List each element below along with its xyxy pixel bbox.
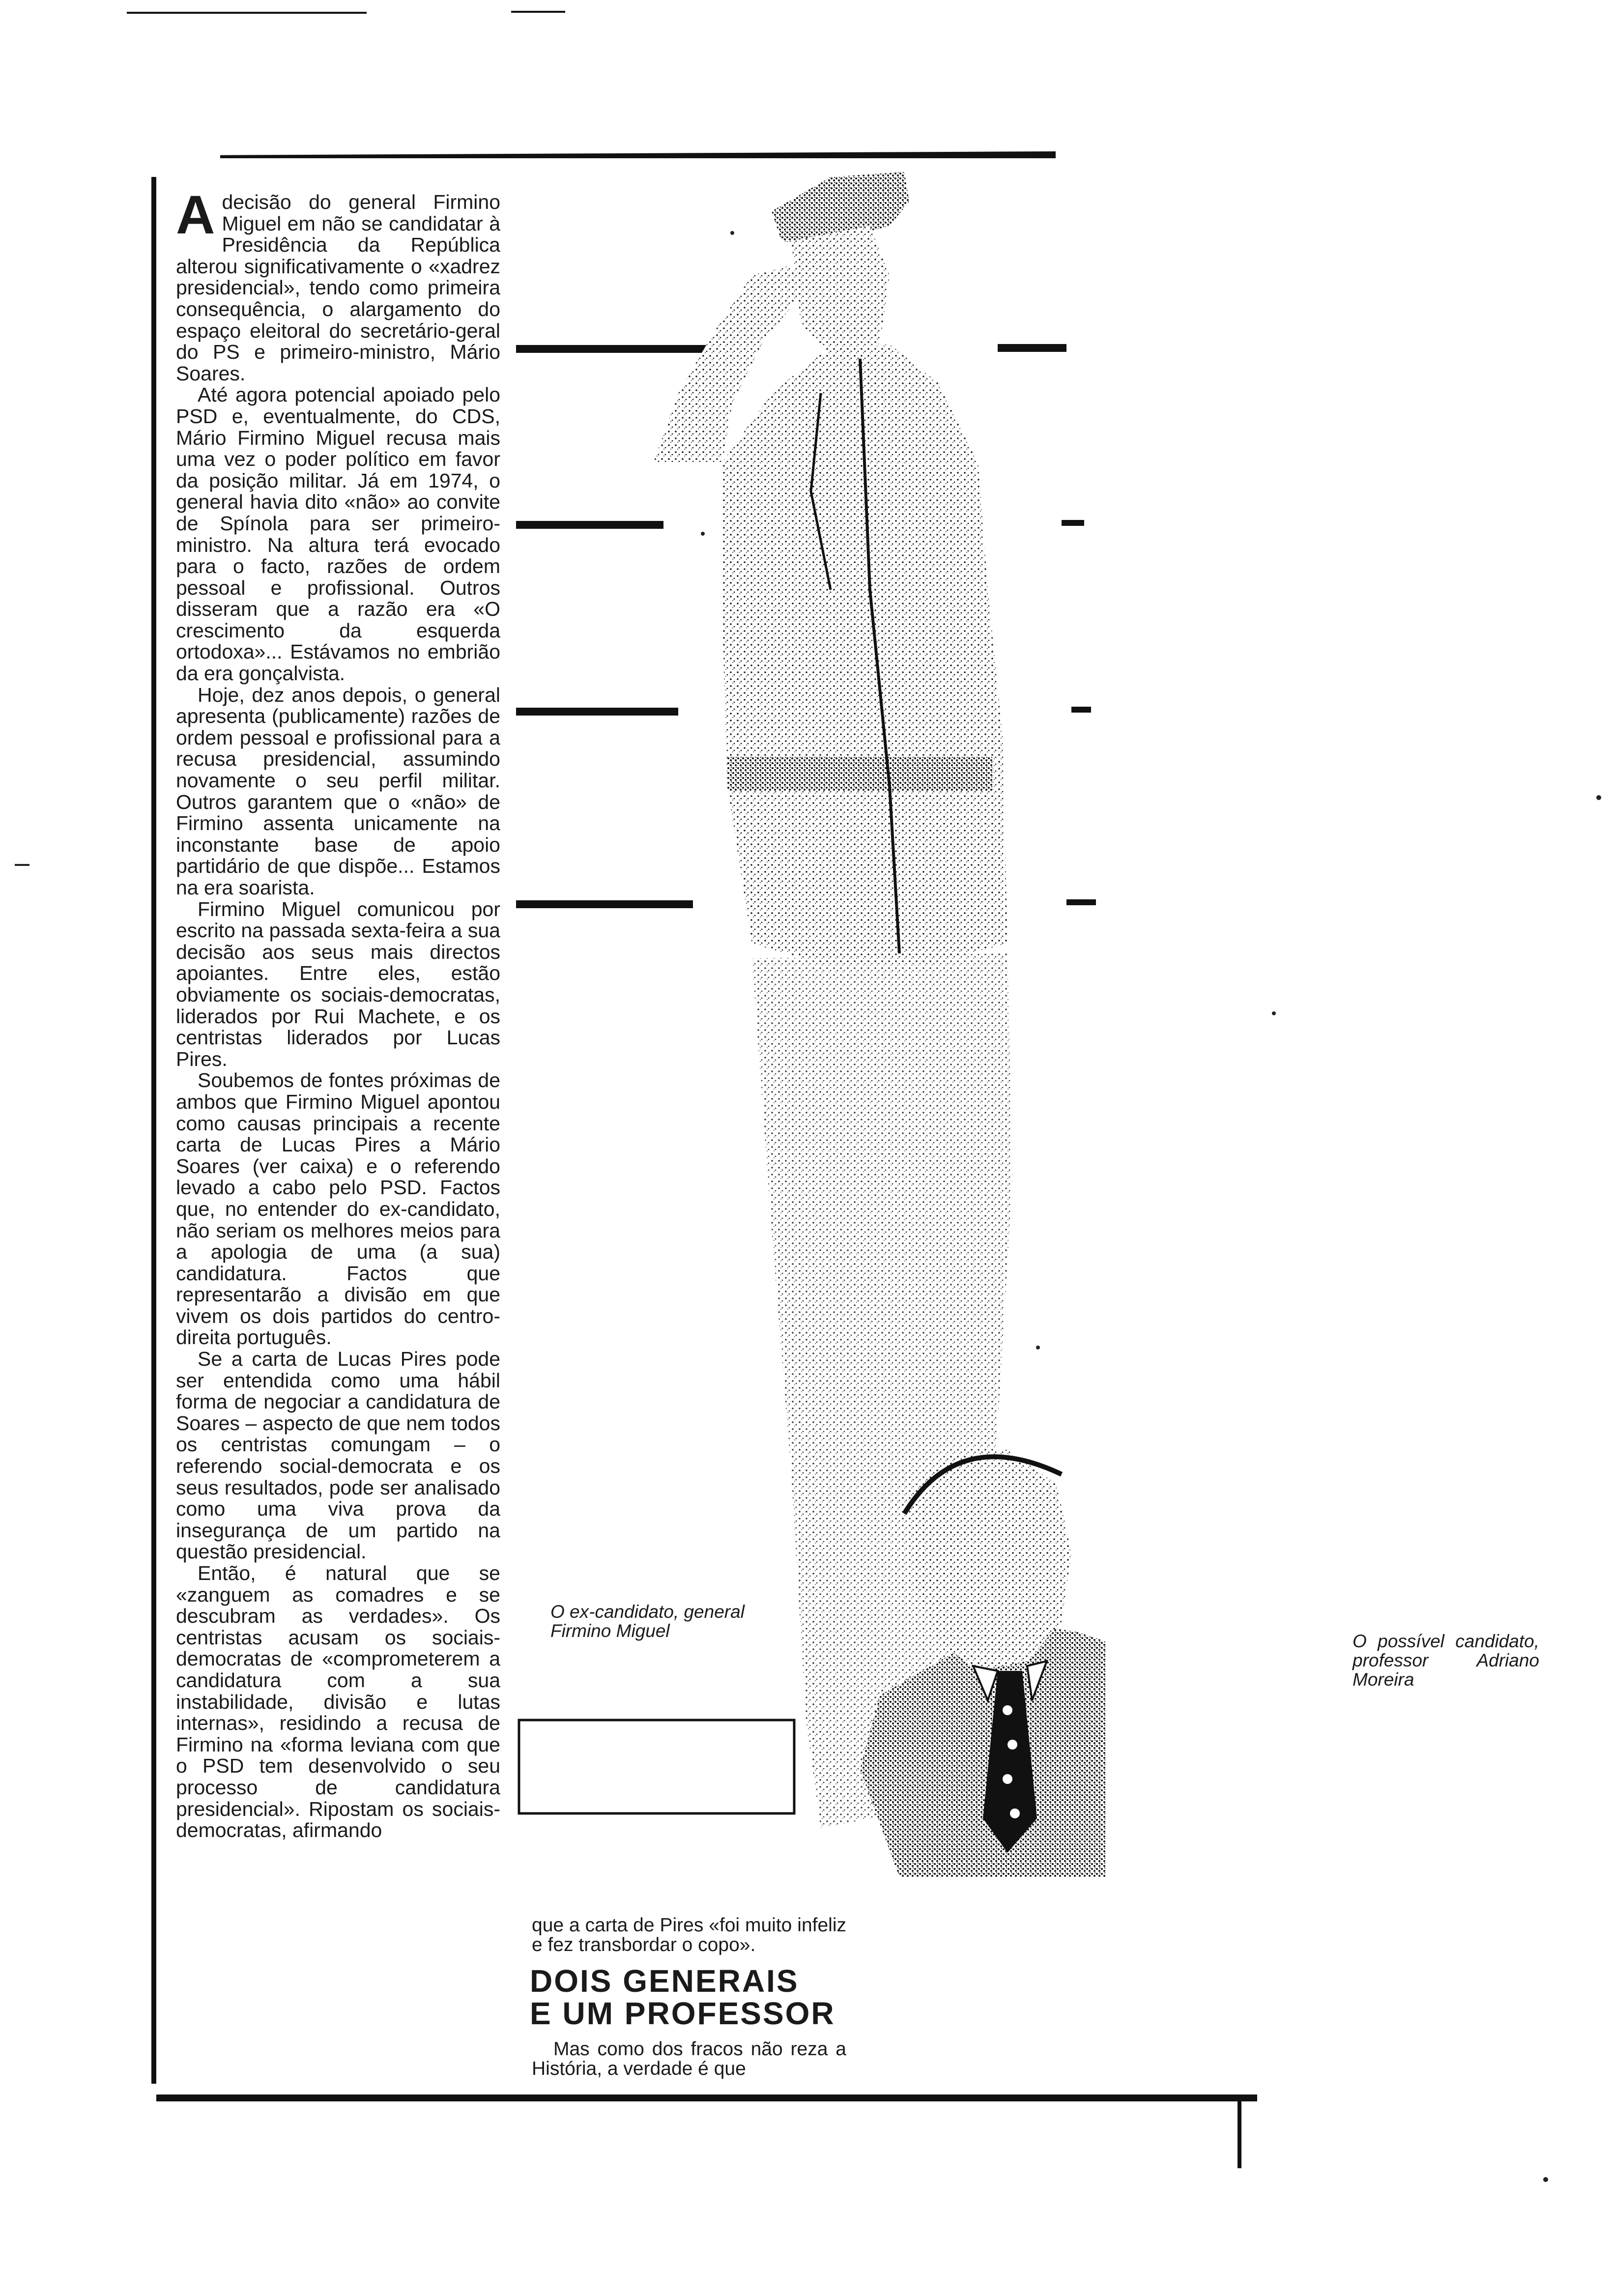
article-paragraph: Se a carta de Lucas Pires pode ser entendida como uma hábil forma de negociar a candidatura de Soares – aspecto de que nem todos os centristas comungam – o referendo social-democrata e os seus resultados, pode ser analisado como uma viva prova da insegurança de um partido na questão presidencial. xyxy=(176,1348,500,1563)
article-paragraph xyxy=(176,185,500,385)
box-body-text: Mas como dos fracos não reza a História, a verdade é que xyxy=(532,2038,846,2079)
top-mark-right xyxy=(511,11,565,13)
margin-speck xyxy=(15,864,29,866)
article-paragraph: Hoje, dez anos depois, o general apresenta (publicamente) razões de ordem pessoal e profissional para a recusa presidencial, assumindo novamente o seu perfil militar. Outros garantem que o «não» de Firmino assenta unicamente na inconstante base de apoio partidário de que dispõe... Estamos na era soarista. xyxy=(176,683,500,899)
background-bar xyxy=(1071,707,1091,713)
background-bar xyxy=(516,345,708,353)
article-paragraph: Então, é natural que se «zanguem as comadres e se descubram as verdades». Os centristas acusam os sociais-democratas de «comprometerem a candidatura com a sua instabilidade, divisão e lutas internas», residindo a recusa de Firmino na «forma leviana com que o PSD tem desenvolvido o seu processo de candidatura presidencial». Ripostam os sociais-democratas, afirmando xyxy=(176,1562,500,1842)
caption-adriano-moreira: O possível candidato, professor Adriano Moreira xyxy=(1353,1631,1539,1690)
background-bar xyxy=(516,900,693,908)
background-bar xyxy=(998,344,1066,352)
bottom-rule xyxy=(156,2095,1257,2101)
tie-pattern-dot xyxy=(1003,1705,1012,1715)
continuation-lead-text: que a carta de Pires «foi muito infeliz e fez transbordar o copo». xyxy=(532,1915,846,1955)
caption-firmino-miguel: O ex-candidato, general Firmino Miguel xyxy=(550,1602,745,1641)
article-paragraph: Até agora potencial apoiado pelo PSD e, eventualmente, do CDS, Mário Firmino Miguel recusa mais uma vez o poder político em favor da posição militar. Já em 1974, o general havia dito «não» ao convite de Spínola para ser primeiro-ministro. Na altura terá evocado para o facto, razões de ordem pessoal e profissional. Outros disseram que a razão era «O crescimento da esquerda ortodoxa»... Estávamos no embrião da era gonçalvista. xyxy=(176,383,500,685)
tie-pattern-dot xyxy=(1010,1808,1020,1818)
headline-line-2: E UM PROFESSOR xyxy=(530,1996,835,2031)
article-paragraph-text: decisão do general Firmino Miguel em não se candidatar à Presidência da República alterou significativamente o «xadrez presidencial», tendo como primeira consequência, o alargamento do espaço eleitoral do secretário-geral do PS e primeiro-ministro, Mário Soares. xyxy=(176,191,500,385)
margin-speck xyxy=(1543,2177,1548,2182)
background-bar xyxy=(1062,520,1084,526)
tie-pattern-dot xyxy=(1008,1740,1017,1750)
box-headline xyxy=(530,1965,874,2030)
bottom-rule-tick xyxy=(1238,2099,1241,2168)
margin-speck xyxy=(1272,1011,1276,1015)
drop-cap: A xyxy=(176,185,215,245)
article-paragraph: Firmino Miguel comunicou por escrito na passada sexta-feira a sua decisão aos seus mais directos apoiantes. Entre eles, estão obviamente os sociais-democratas, liderados por Rui Machete, e os centristas liderados por Lucas Pires. xyxy=(176,897,500,1070)
tunic-silhouette xyxy=(722,344,1008,963)
article-column xyxy=(176,185,500,2094)
left-rule xyxy=(151,177,156,2084)
belt xyxy=(727,757,993,791)
headline-line-1: DOIS GENERAIS xyxy=(530,1963,799,1999)
background-bar xyxy=(1066,899,1096,905)
background-bar xyxy=(516,708,678,716)
background-bar xyxy=(516,521,663,529)
head-silhouette xyxy=(791,226,890,354)
margin-speck xyxy=(1596,795,1601,800)
article-paragraph: Soubemos de fontes próximas de ambos que Firmino Miguel apontou como causas principais a recente carta de Lucas Pires a Mário Soares (ver caixa) e o referendo levado a cabo pelo PSD. Factos que, no entender do ex-candidato, não seriam os melhores meios para a apologia de uma (a sua) candidatura. Factos que representarão a divisão em que vivem os dois partidos do centro-direita português. xyxy=(176,1069,500,1349)
tie-pattern-dot xyxy=(1003,1774,1012,1784)
caption-box xyxy=(519,1720,794,1813)
top-mark-left xyxy=(127,12,367,14)
